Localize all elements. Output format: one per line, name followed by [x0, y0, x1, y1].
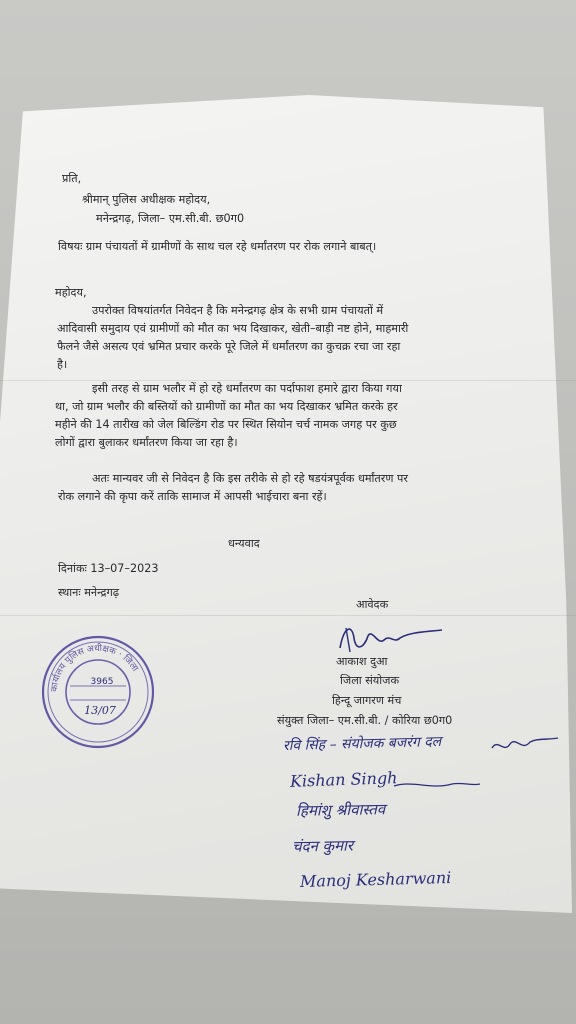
handwritten-line3: हिमांशु श्रीवास्तव [295, 800, 386, 820]
subject-line: विषयः ग्राम पंचायतों में ग्रामीणों के साथ चल रहे धर्मांतरण पर रोक लगाने बाबत्। [58, 240, 377, 253]
para2-line1: इसी तरह से ग्राम भलौर में हो रहे धर्मांतरण का पर्दाफाश हमारे द्वारा किया गया [92, 382, 402, 395]
handwritten-scribble [392, 778, 482, 792]
to-label: प्रति, [62, 172, 82, 185]
para2-line2: था, जो ग्राम भलौर की बस्तियों को ग्रामीणों का मौत का भय दिखाकर भ्रमित करके हर [55, 400, 398, 413]
stamp-number: 3965 [90, 677, 114, 687]
paper-fold [0, 615, 576, 616]
para1-line3: फैलने जैसे असत्य एवं भ्रमित प्रचार करके पूरे जिले में धर्मांतरण का कुचक्र रचा जा रहा [57, 340, 401, 353]
handwritten-line5: Manoj Kesharwani [299, 868, 452, 891]
handwritten-scribble [490, 734, 560, 756]
police-office-stamp [40, 634, 156, 750]
handwritten-line4: चंदन कुमार [291, 836, 354, 856]
para1-line2: आदिवासी समुदाय एवं ग्रामीणों को मौत का भय दिखाकर, खेती–बाड़ी नष्ट होने, माहमारी [57, 322, 409, 335]
para1-line4: है। [57, 358, 68, 371]
salutation: महोदय, [55, 286, 87, 299]
organization: हिन्दू जागरण मंच [332, 694, 402, 707]
stamp-date: 13/07 [84, 704, 116, 717]
stamp-ring-text: कार्यालय पुलिस अधीक्षक · जिला [49, 643, 140, 693]
handwritten-line2: Kishan Singh [289, 768, 398, 791]
para3-line2: रोक लगाने की कृपा करें ताकि सामाज में आपसी भाईचारा बना रहें। [58, 490, 327, 503]
applicant-signature [330, 618, 450, 658]
handwritten-line1: रवि सिंह – संयोजक बजरंग दल [282, 733, 442, 755]
applicant-name: आकाश दुआ [336, 655, 388, 668]
thanks: धन्यवाद [228, 537, 260, 550]
recipient-address: मनेन्द्रगढ़, जिला– एम.सी.बी. छ0ग0 [96, 212, 245, 225]
para2-line3: महीने की 14 तारीख को जेल बिल्डिंग रोड पर स्थित सियोन चर्च नामक जगह पर कुछ [55, 418, 397, 431]
paper-fold [0, 380, 576, 381]
para1-line1: उपरोक्त विषयांतर्गत निवेदन है कि मनेन्द्रगढ़ क्षेत्र के सभी ग्राम पंचायतों में [92, 304, 384, 317]
para2-line4: लोगों द्वारा बुलाकर धर्मांतरण किया जा रहा है। [55, 436, 238, 449]
joint-district: संयुक्त जिला– एम.सी.बी. / कोरिया छ0ग0 [277, 714, 453, 727]
applicant-designation: जिला संयोजक [340, 674, 400, 687]
recipient: श्रीमान् पुलिस अधीक्षक महोदय, [82, 193, 211, 206]
applicant-label: आवेदक [356, 598, 389, 611]
letter-date: दिनांकः 13–07–2023 [58, 562, 159, 575]
para3-line1: अतः मान्यवर जी से निवेदन है कि इस तरीके से हो रहे षडयंत्रपूर्वक धर्मांतरण पर [92, 472, 408, 485]
letter-place: स्थानः मनेन्द्रगढ़ [58, 586, 120, 599]
letter-paper [0, 95, 572, 913]
